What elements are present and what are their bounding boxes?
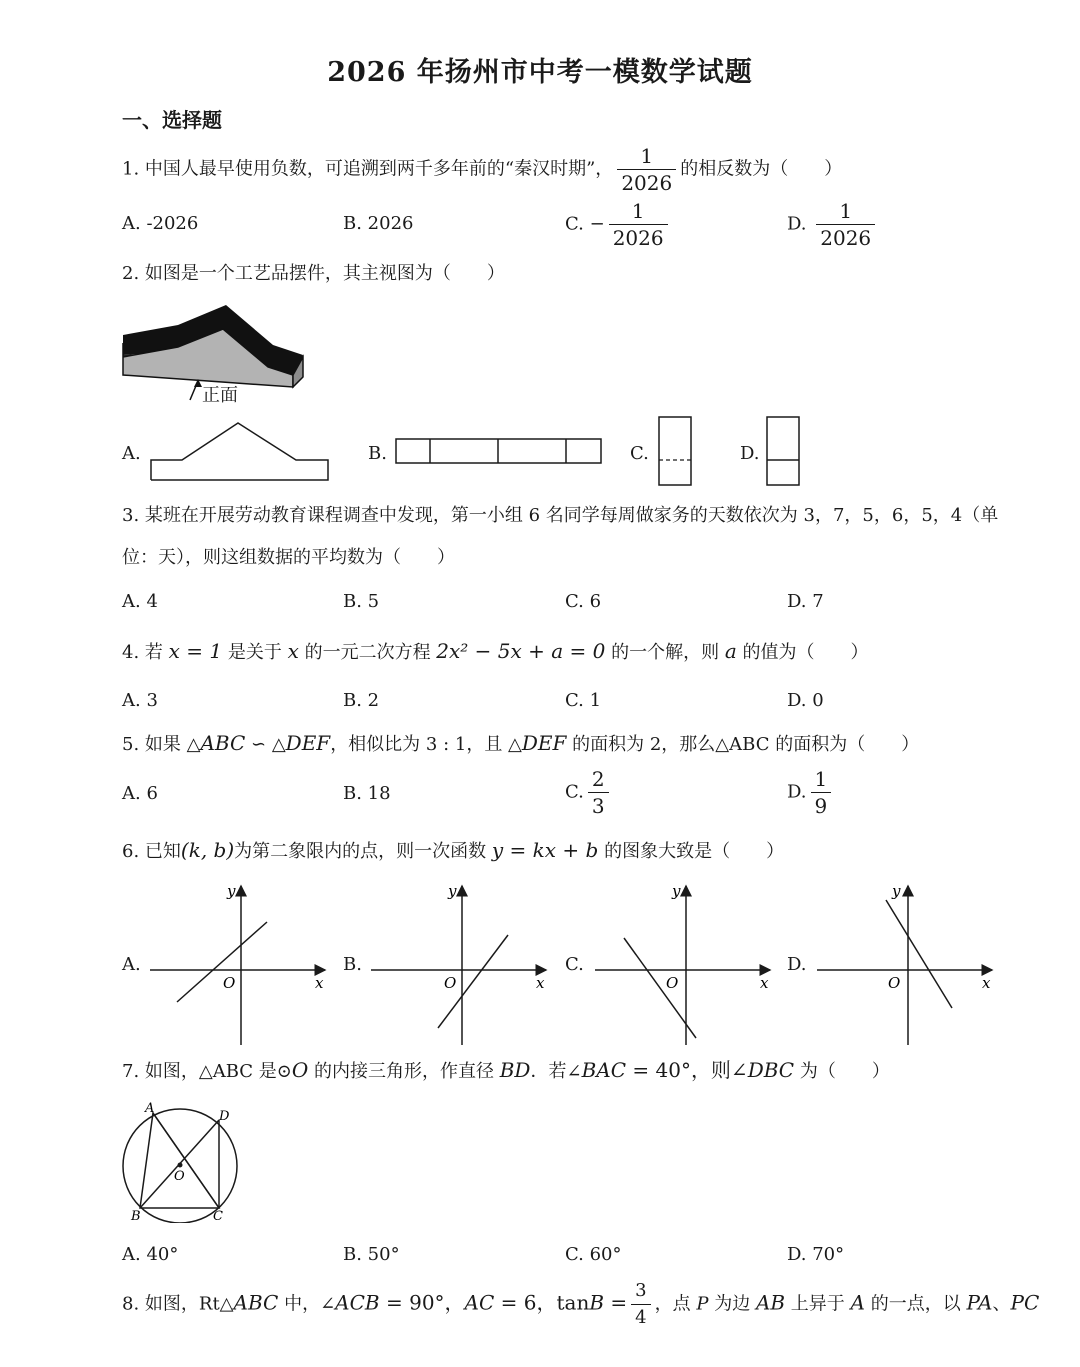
q6-option-a-label[interactable]: A.: [122, 954, 141, 975]
q6-d-y-label: y: [892, 882, 901, 900]
q2-option-b-label[interactable]: B.: [368, 443, 387, 464]
q6-a-line: [177, 922, 267, 1002]
q6-option-d-label[interactable]: D.: [787, 954, 807, 975]
question-6-stem: 6. 已知(k, b)为第二象限内的点，则一次函数 y = kx + b 的图象大致是（ ）: [122, 838, 785, 862]
q3-option-b[interactable]: B. 5: [343, 591, 380, 612]
q2-option-c-figure[interactable]: [656, 414, 696, 488]
q7-option-b[interactable]: B. 50°: [343, 1244, 400, 1265]
question-2-stem: 2. 如图是一个工艺品摆件，其主视图为（ ）: [122, 263, 505, 284]
q2-option-a-label[interactable]: A.: [122, 443, 141, 464]
q1-option-d[interactable]: D. $\frac{1}{2026}$: [787, 198, 879, 251]
q6-option-c-graph[interactable]: [590, 880, 780, 1050]
q6-a-origin: O: [223, 974, 236, 992]
q1-option-b[interactable]: B. 2026: [343, 213, 414, 234]
q2-option-b-figure[interactable]: [394, 436, 604, 466]
question-4-stem: 4. 若 x = 1 是关于 x 的一元二次方程 2x² − 5x + a = 0 的一个解，则 a 的值为（ ）: [122, 639, 869, 663]
q6-a-x-label: x: [315, 974, 324, 992]
q6-b-x-label: x: [536, 974, 545, 992]
q6-option-d-graph[interactable]: [812, 880, 1002, 1050]
question-7-stem: 7. 如图，△ABC 是⊙O 的内接三角形，作直径 BD．若∠BAC = 40°，则∠DBC 为（ ）: [122, 1058, 890, 1082]
q3-option-a[interactable]: A. 4: [122, 591, 158, 612]
q7-label-o: O: [174, 1169, 185, 1184]
q4-option-c[interactable]: C. 1: [565, 690, 602, 711]
q6-option-a-graph[interactable]: [145, 880, 335, 1050]
q5-option-c[interactable]: C. $\frac{2}{3}$: [565, 766, 613, 819]
q6-d-origin: O: [888, 974, 901, 992]
section-heading: 一、选择题: [122, 108, 222, 132]
q6-b-origin: O: [444, 974, 457, 992]
question-8-stem: 8. 如图，Rt△ABC 中，∠ACB = 90°，AC = 6，tanB = $\frac{3}{4}$ ，点 P 为边 AB 上异于 A 的一点，以 PA、PC: [122, 1280, 1040, 1328]
q2-option-d-figure[interactable]: [764, 414, 804, 488]
q7-label-c: C: [213, 1209, 223, 1223]
question-3-line1: 3. 某班在开展劳动教育课程调查中发现，第一小组 6 名同学每周做家务的天数依次为 3，7，5，6，5，4（单: [122, 505, 999, 526]
q6-option-b-graph[interactable]: [366, 880, 556, 1050]
question-3-line2: 位：天），则这组数据的平均数为（ ）: [122, 547, 455, 568]
q6-a-y-label: y: [227, 882, 236, 900]
q6-c-origin: O: [666, 974, 679, 992]
q5-option-a[interactable]: A. 6: [122, 783, 158, 804]
q6-b-y-label: y: [448, 882, 457, 900]
q4-option-b[interactable]: B. 2: [343, 690, 380, 711]
q6-option-b-label[interactable]: B.: [343, 954, 362, 975]
q6-c-line: [624, 938, 696, 1038]
q1-option-a[interactable]: A. -2026: [122, 213, 199, 234]
q6-c-x-label: x: [760, 974, 769, 992]
q3-option-d[interactable]: D. 7: [787, 591, 824, 612]
q5-option-b[interactable]: B. 18: [343, 783, 391, 804]
q7-option-d[interactable]: D. 70°: [787, 1244, 845, 1265]
q7-label-a: A: [145, 1101, 155, 1116]
q2-option-d-label[interactable]: D.: [740, 443, 760, 464]
q7-label-b: B: [131, 1209, 141, 1223]
question-1-stem: 1. 中国人最早使用负数，可追溯到两千多年前的“秦汉时期”， $\frac{1}{2026}$ 的相反数为（ ）: [122, 144, 843, 195]
q6-d-x-label: x: [982, 974, 991, 992]
q2-option-c-label[interactable]: C.: [630, 443, 649, 464]
q7-label-d: D: [219, 1109, 230, 1124]
q2-option-a-figure[interactable]: [148, 418, 333, 484]
q1-fraction: $\frac{1}{2026}$: [617, 143, 676, 196]
q4-option-a[interactable]: A. 3: [122, 690, 158, 711]
page-title: 2026 年扬州市中考一模数学试题: [327, 57, 753, 88]
q7-option-c[interactable]: C. 60°: [565, 1244, 622, 1265]
q6-c-y-label: y: [672, 882, 681, 900]
q5-option-d[interactable]: D. $\frac{1}{9}$: [787, 766, 835, 819]
q7-option-a[interactable]: A. 40°: [122, 1244, 179, 1265]
q4-option-d[interactable]: D. 0: [787, 690, 824, 711]
q1-option-c[interactable]: C. − $\frac{1}{2026}$: [565, 198, 672, 251]
q6-option-c-label[interactable]: C.: [565, 954, 584, 975]
q3-option-c[interactable]: C. 6: [565, 591, 602, 612]
question-5-stem: 5. 如果 △ABC ∽ △DEF，相似比为 3 : 1，且 △DEF 的面积为 2，那么△ABC 的面积为（ ）: [122, 731, 920, 755]
front-label: 正面: [202, 385, 238, 406]
q7-circle-figure: [115, 1098, 245, 1223]
